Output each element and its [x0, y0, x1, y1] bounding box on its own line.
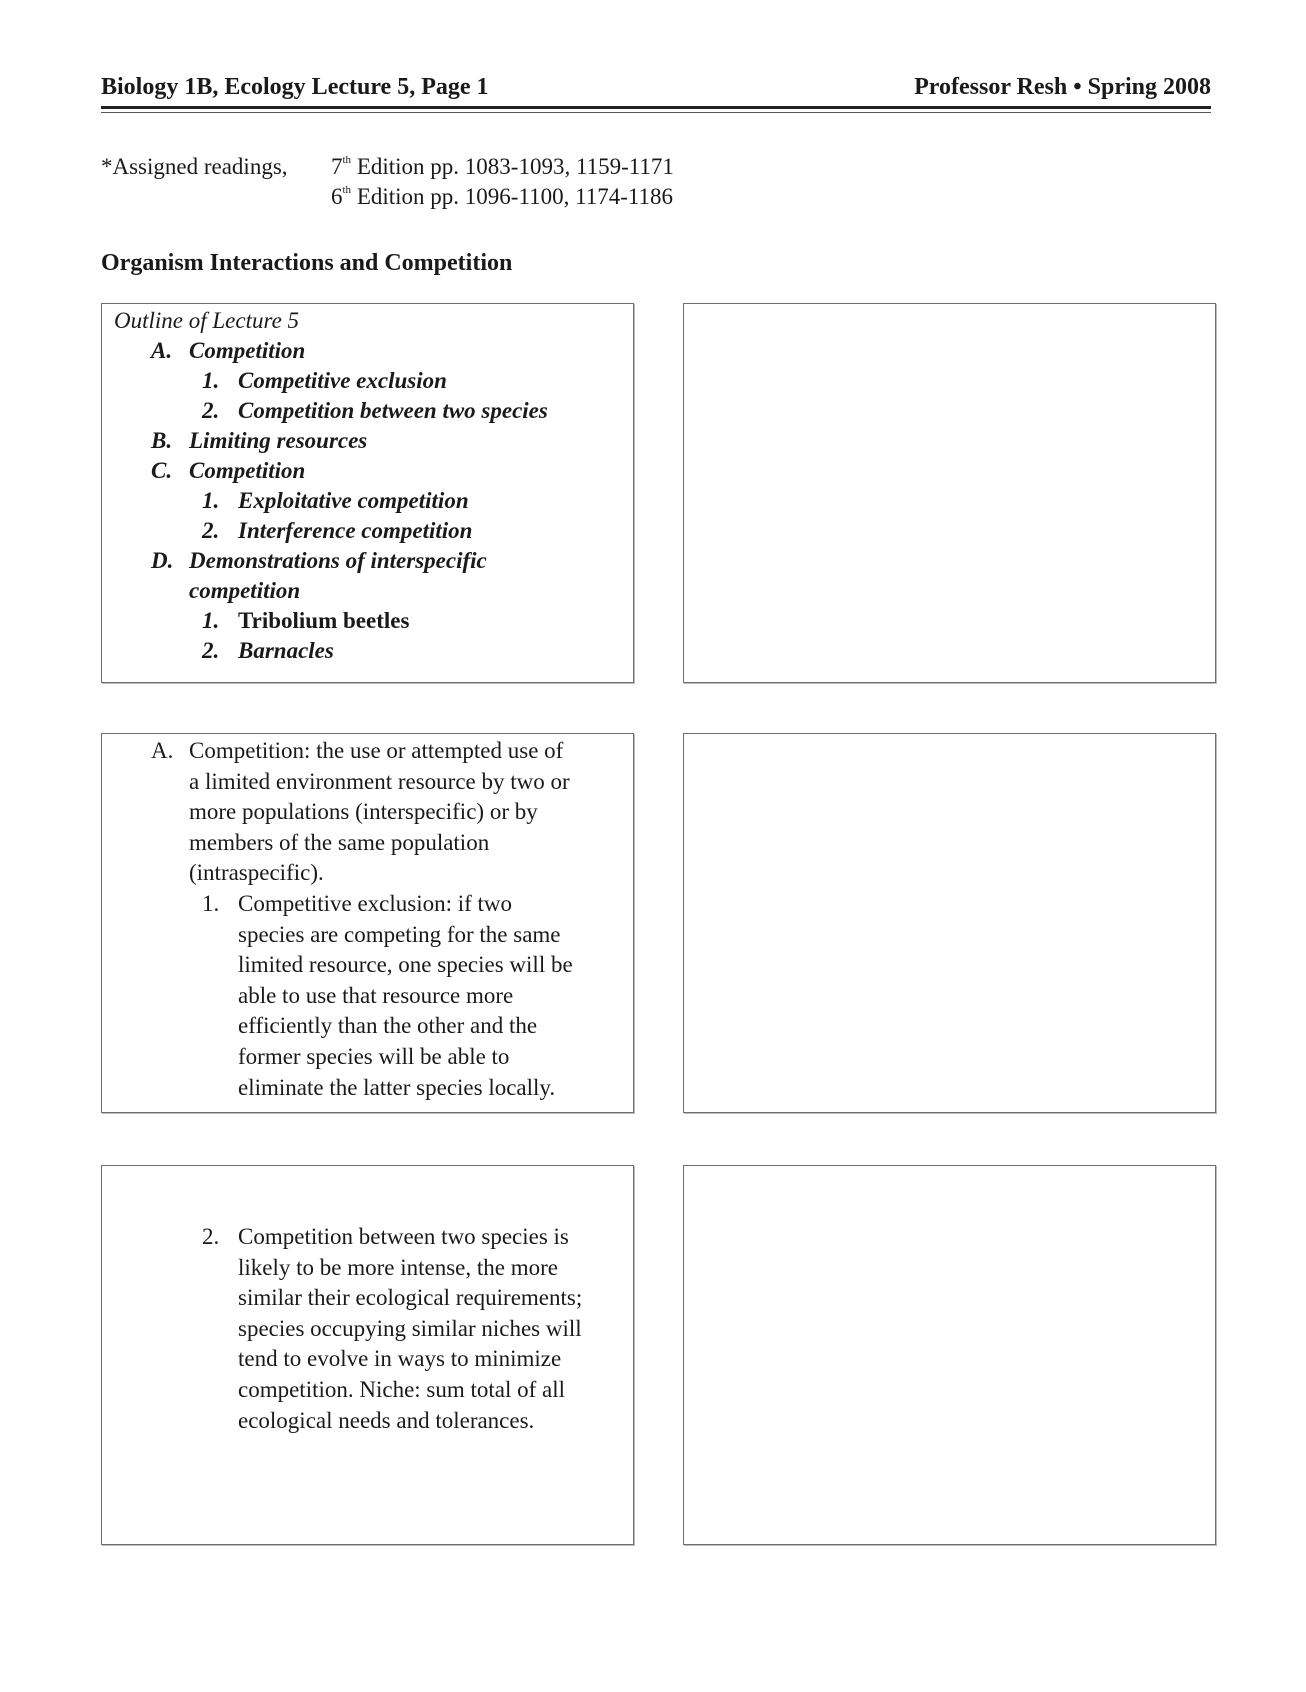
notes-box-3 [683, 1165, 1216, 1545]
outline-item: 1. Exploitative competition [202, 488, 469, 513]
outline-item: C. Competition [151, 458, 306, 483]
outline-item: B. Limiting resources [151, 428, 368, 453]
readings-6th-edition: 6th Edition pp. 1096-1100, 1174-1186 [331, 184, 674, 209]
notes-box-1 [683, 303, 1216, 683]
outline-item: 1. Tribolium beetles [202, 608, 410, 633]
outline-item: 1. Competitive exclusion [202, 368, 447, 393]
header-rule-thick [101, 106, 1211, 109]
competition-two-species: 2. Competition between two species is likely to be more intense, the more similar their ecological requirements; species occupying similar niches will tend to evolve in ways to minimize competition. Niche: sum total of all ecological needs and tolerances. [202, 1224, 583, 1433]
outline-item: 2. Interference competition [202, 518, 473, 543]
professor-term: Professor Resh • Spring 2008 [914, 74, 1211, 100]
outline-item: 2. Barnacles [202, 638, 334, 663]
outline-box [101, 303, 634, 683]
section-title: Organism Interactions and Competition [101, 250, 513, 276]
notes-box-2 [683, 733, 1216, 1113]
competition-two-species-box [101, 1165, 634, 1545]
competitive-exclusion: 1. Competitive exclusion: if two species are competing for the same limited resource, one species will be able to use that resource more efficiently than the other and the former species will be able to eliminate the latter species locally. [202, 891, 573, 1100]
readings-7th-edition: 7th Edition pp. 1083-1093, 1159-1171 [331, 154, 674, 179]
header-rule-thin [101, 112, 1211, 113]
outline-item: 2. Competition between two species [202, 398, 548, 423]
assigned-readings [101, 152, 674, 212]
competition-definition-box [101, 733, 634, 1113]
outline-item: D. Demonstrations of interspecific [151, 548, 487, 573]
outline-item: A. Competition [151, 338, 306, 363]
course-title: Biology 1B, Ecology Lecture 5, Page 1 [101, 74, 489, 100]
page-header [101, 74, 1211, 101]
competition-definition: A. Competition: the use or attempted use of a limited environment resource by two or more populations (interspecific) or by members of the same population (intraspecific). [151, 738, 570, 886]
readings-label: *Assigned readings, [101, 154, 288, 179]
outline-title: Outline of Lecture 5 [114, 308, 300, 333]
outline-item: competition [189, 578, 301, 603]
